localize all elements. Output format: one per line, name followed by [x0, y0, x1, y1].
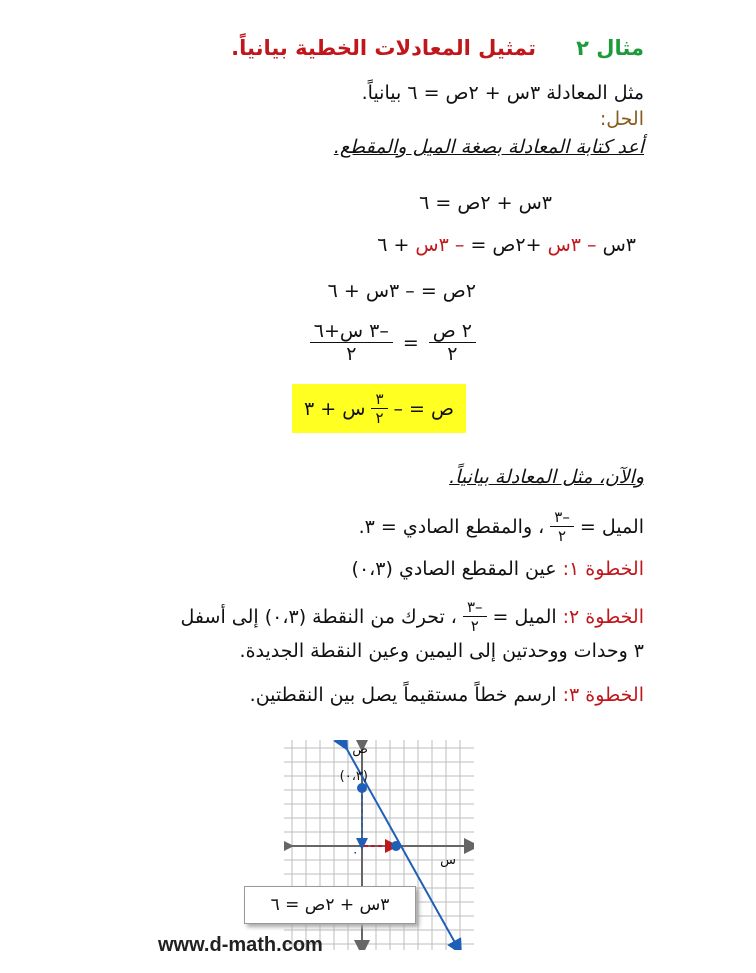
- eq5-denominator: ٢: [371, 408, 387, 427]
- website-watermark: www.d-math.com: [158, 934, 323, 956]
- eq2-term-2y: +٢ص =: [470, 234, 542, 256]
- graph-instruction: والآن، مثل المعادلة بيانياً.: [449, 466, 644, 488]
- y-axis-label: ص: [352, 742, 368, 757]
- equation-label-box: ٣س + ٢ص = ٦: [244, 886, 416, 924]
- step-2-fraction: [463, 598, 487, 635]
- eq5-fraction: [371, 390, 387, 427]
- problem-statement: مثل المعادلة ٣س + ٢ص = ٦ بيانياً.: [361, 82, 644, 104]
- slope-intercept-line: [359, 508, 644, 545]
- slope-denominator: ٢: [550, 526, 574, 545]
- step-1-label: الخطوة ١:: [562, 558, 644, 580]
- eq4-right-numerator: –٣ س+٦: [313, 320, 389, 342]
- origin-label: ٠: [352, 845, 359, 859]
- step-3-label: الخطوة ٣:: [562, 684, 644, 706]
- eq5-numerator: ٣: [375, 390, 384, 408]
- eq4-right-denominator: ٢: [310, 342, 393, 365]
- example-label: مثال ٢: [576, 36, 644, 60]
- equation-step-1: ٣س + ٢ص = ٦: [419, 192, 552, 214]
- step-1: [352, 558, 644, 580]
- step-2-denominator: ٢: [463, 616, 487, 635]
- eq2-minus-3x-right: – ٣س: [415, 234, 465, 256]
- x-axis-label: س: [440, 853, 456, 868]
- step-2-label: الخطوة ٢:: [562, 605, 644, 628]
- slope-fraction: [550, 508, 574, 545]
- slope-suffix: ، والمقطع الصادي = ٣.: [358, 515, 545, 538]
- eq4-equals: =: [402, 331, 419, 354]
- equation-step-4: [310, 320, 476, 365]
- step-2-text-a: الميل =: [492, 605, 557, 628]
- equation-step-3: ٢ص = – ٣س + ٦: [327, 280, 476, 302]
- y-intercept-point: [357, 783, 367, 793]
- eq2-term-6: + ٦: [377, 234, 410, 256]
- eq5-right: س + ٣: [304, 397, 366, 420]
- page-title: تمثيل المعادلات الخطية بيانياً.: [231, 36, 536, 60]
- solution-label: الحل:: [599, 108, 644, 130]
- eq4-left-denominator: ٢: [429, 342, 476, 365]
- eq4-left-numerator: ٢ ص: [432, 320, 472, 342]
- eq4-right-fraction: [310, 320, 393, 365]
- step-1-text: عين المقطع الصادي (٠،٣): [351, 558, 557, 580]
- eq5-left: ص = –: [393, 397, 454, 420]
- eq2-minus-3x-left: – ٣س: [547, 234, 597, 256]
- slope-intercept-highlight: [292, 384, 466, 433]
- second-point: [391, 841, 401, 851]
- point-label: (٠،٣): [339, 769, 368, 784]
- eq4-left-fraction: [429, 320, 476, 365]
- step-3: [250, 684, 644, 706]
- step-2-line-1: [181, 598, 644, 635]
- step-2-numerator: –٣: [466, 598, 483, 616]
- slope-numerator: –٣: [554, 508, 570, 526]
- step-2-line-2: ٣ وحدات ووحدتين إلى اليمين وعين النقطة الجديدة.: [239, 640, 644, 662]
- step-3-text: ارسم خطاً مستقيماً يصل بين النقطتين.: [249, 684, 557, 706]
- eq2-term-3x: ٣س: [602, 234, 636, 256]
- equation-step-2: [377, 234, 636, 256]
- slope-prefix: الميل =: [579, 515, 644, 538]
- step-2-text-b: ، تحرك من النقطة (٠،٣) إلى أسفل: [180, 605, 457, 628]
- rewrite-instruction: أعد كتابة المعادلة بصغة الميل والمقطع.: [333, 136, 644, 158]
